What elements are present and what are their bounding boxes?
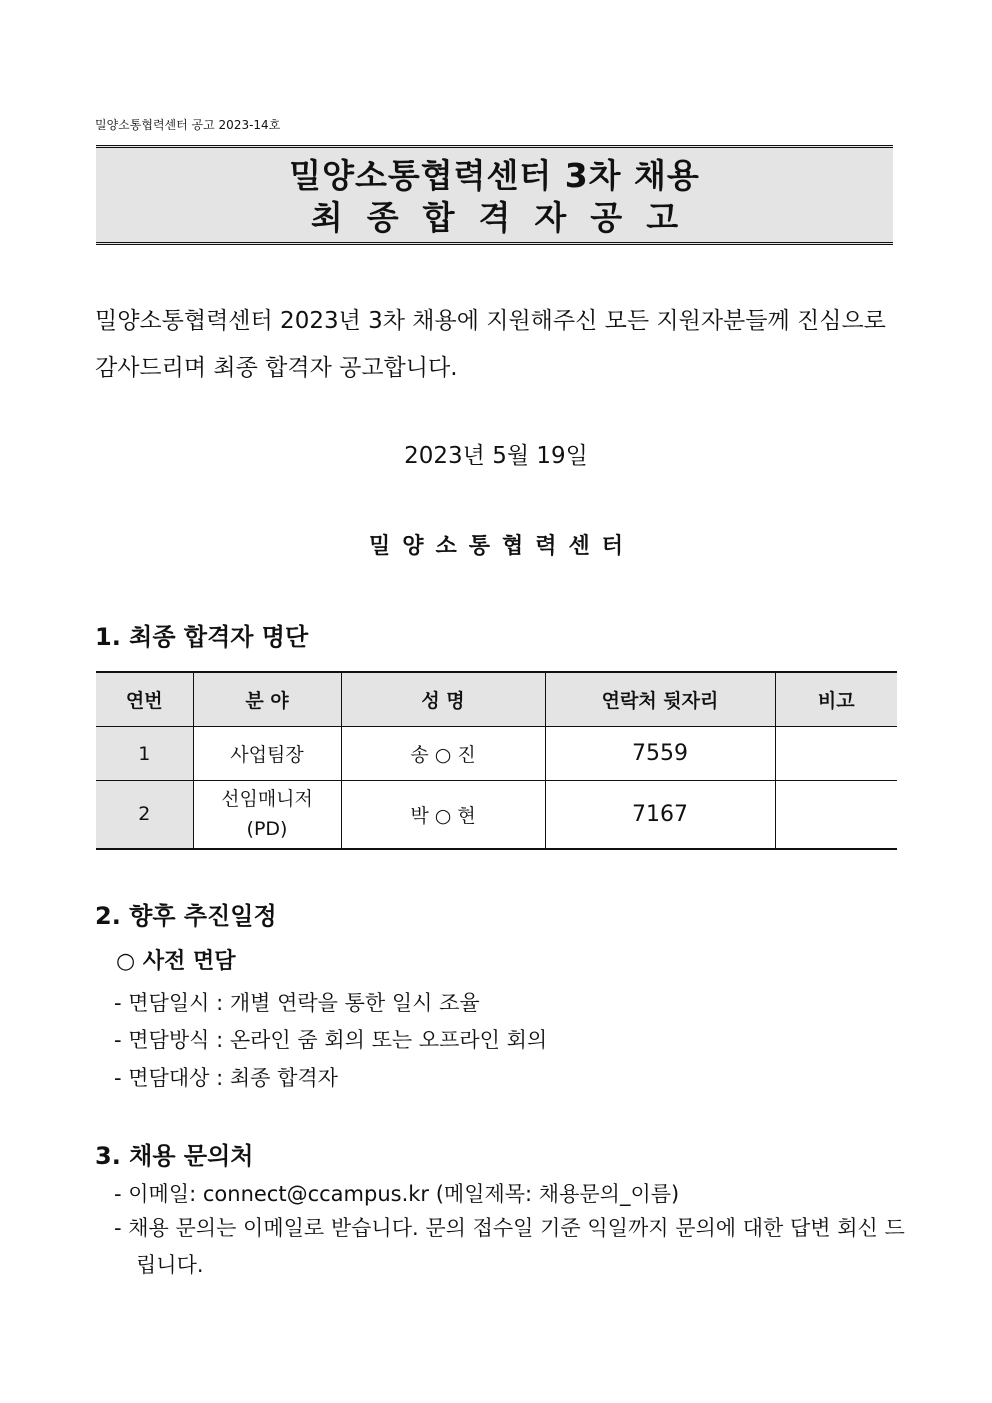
cell-field xyxy=(193,727,341,781)
cell-no: 1 xyxy=(96,727,193,781)
cell-phone: 7167 xyxy=(545,781,775,849)
cell-field xyxy=(193,781,341,849)
cell-field-line2: (PD) xyxy=(246,818,288,841)
cell-note xyxy=(775,781,897,849)
organization-name: 밀양소통협력센터 xyxy=(368,534,636,559)
cell-name: 박 ○ 현 xyxy=(341,781,545,849)
intro-paragraph: 밀양소통협력센터 2023년 3차 채용에 지원해주신 모든 지원자분들께 진심으로 감사드리며 최종 합격자 공고합니다. xyxy=(95,308,886,381)
section3-heading: 3. 채용 문의처 xyxy=(95,1142,254,1170)
announcement-date: 2023년 5월 19일 xyxy=(404,443,588,469)
col-header-field: 분 야 xyxy=(193,672,341,727)
col-header-no: 연번 xyxy=(96,672,193,727)
cell-field-line1: 선임매니저 xyxy=(221,788,313,811)
col-header-note: 비고 xyxy=(775,672,897,727)
table-row xyxy=(96,781,897,849)
col-header-phone: 연락처 뒷자리 xyxy=(545,672,775,727)
section2-subheading: ○ 사전 면담 xyxy=(116,949,236,974)
schedule-item: - 면담방식 : 온라인 줌 회의 또는 오프라인 회의 xyxy=(114,1028,548,1052)
section1-heading: 1. 최종 합격자 명단 xyxy=(95,623,309,651)
cell-note xyxy=(775,727,897,781)
section2-heading: 2. 향후 추진일정 xyxy=(95,902,277,930)
col-header-name: 성 명 xyxy=(341,672,545,727)
table-header-row xyxy=(96,672,897,727)
finalist-table xyxy=(96,671,897,850)
cell-no: 2 xyxy=(96,781,193,849)
title-box xyxy=(96,145,893,245)
table-row xyxy=(96,727,897,781)
cell-name: 송 ○ 진 xyxy=(341,727,545,781)
cell-phone: 7559 xyxy=(545,727,775,781)
contact-note: - 채용 문의는 이메일로 받습니다. 문의 접수일 기준 익일까지 문의에 대한 답변 회신 드립니다. xyxy=(114,1216,905,1277)
schedule-item: - 면담대상 : 최종 합격자 xyxy=(114,1066,338,1090)
cell-field-text: 사업팀장 xyxy=(230,744,304,766)
page-title: 밀양소통협력센터 3차 채용 xyxy=(289,156,700,195)
schedule-item: - 면담일시 : 개별 연락을 통한 일시 조율 xyxy=(114,991,480,1015)
notice-number: 밀양소통협력센터 공고 2023-14호 xyxy=(95,118,281,132)
contact-email: - 이메일: connect@ccampus.kr (메일제목: 채용문의_이름) xyxy=(114,1182,680,1206)
page-subtitle: 최종합격자공고 xyxy=(310,198,703,237)
